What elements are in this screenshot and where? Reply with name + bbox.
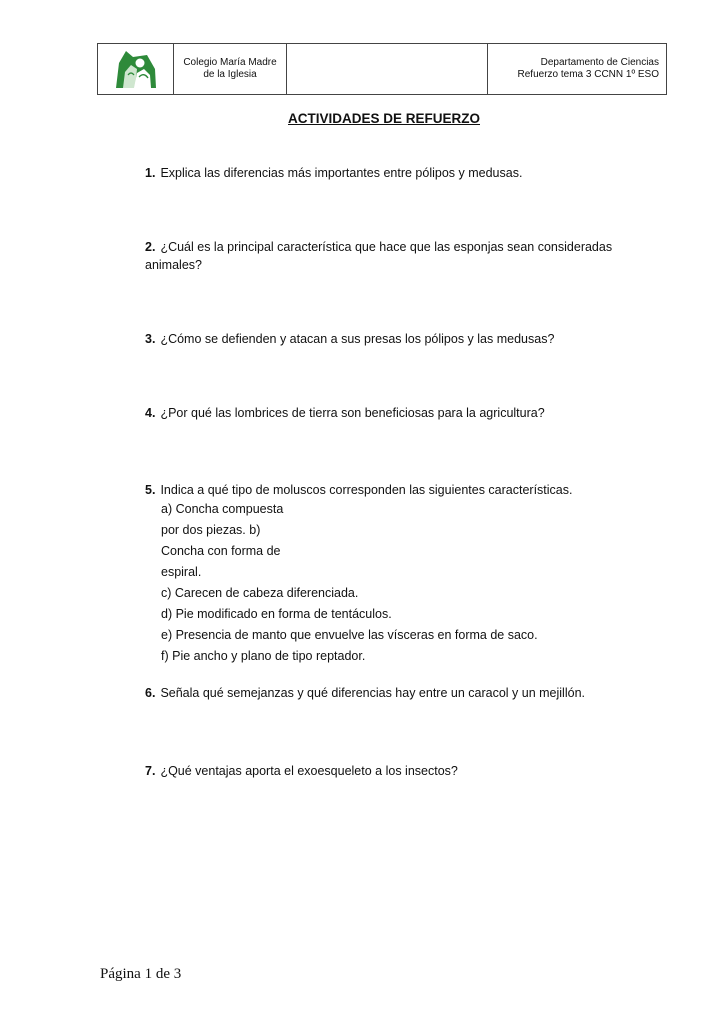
question-text: ¿Por qué las lombrices de tierra son beneficiosas para la agricultura? xyxy=(160,406,545,420)
question-2 xyxy=(145,238,645,274)
option-line: Concha con forma de xyxy=(161,544,281,558)
school-name xyxy=(174,44,287,94)
option-line: e) Presencia de manto que envuelve las vísceras en forma de saco. xyxy=(161,628,538,642)
document-header xyxy=(97,43,667,95)
option-line: c) Carecen de cabeza diferenciada. xyxy=(161,586,359,600)
option-line: a) Concha compuesta xyxy=(161,502,284,516)
question-3 xyxy=(145,330,645,348)
question-number: 7. xyxy=(145,764,156,778)
department-info xyxy=(488,44,666,94)
page-title: ACTIVIDADES DE REFUERZO xyxy=(287,111,480,126)
question-text: Indica a qué tipo de moluscos corresponden las siguientes características. xyxy=(160,483,573,497)
question-text: ¿Cómo se defienden y atacan a sus presas los pólipos y las medusas? xyxy=(160,332,555,346)
subject-name: Refuerzo tema 3 CCNN 1º ESO xyxy=(517,69,659,80)
question-number: 5. xyxy=(145,483,156,497)
question-5 xyxy=(145,481,645,499)
question-number: 6. xyxy=(145,686,156,700)
option-line: d) Pie modificado en forma de tentáculos. xyxy=(161,607,392,621)
question-7 xyxy=(145,762,645,780)
question-text: Explica las diferencias más importantes entre pólipos y medusas. xyxy=(160,166,523,180)
option-line: espiral. xyxy=(161,565,202,579)
department-name: Departamento de Ciencias xyxy=(540,57,659,68)
question-number: 4. xyxy=(145,406,156,420)
question-text: Señala qué semejanzas y qué diferencias hay entre un caracol y un mejillón. xyxy=(160,686,585,700)
page-number: Página 1 de 3 xyxy=(100,966,182,982)
question-number: 1. xyxy=(145,166,156,180)
option-line: por dos piezas. b) xyxy=(161,523,261,537)
question-number: 3. xyxy=(145,332,156,346)
question-5-options xyxy=(161,499,631,667)
school-crest-icon xyxy=(113,47,159,91)
question-6 xyxy=(145,684,645,702)
school-name-line1: Colegio María Madre xyxy=(183,57,277,68)
question-4 xyxy=(145,404,645,422)
question-text: ¿Qué ventajas aporta el exoesqueleto a los insectos? xyxy=(160,764,458,778)
option-line: f) Pie ancho y plano de tipo reptador. xyxy=(161,649,366,663)
logo-cell xyxy=(98,44,174,94)
school-name-line2: de la Iglesia xyxy=(203,69,257,80)
header-empty-cell xyxy=(287,44,488,94)
question-text: ¿Cuál es la principal característica que hace que las esponjas sean consideradas animales? xyxy=(145,240,613,272)
question-number: 2. xyxy=(145,240,156,254)
question-1 xyxy=(145,164,645,182)
